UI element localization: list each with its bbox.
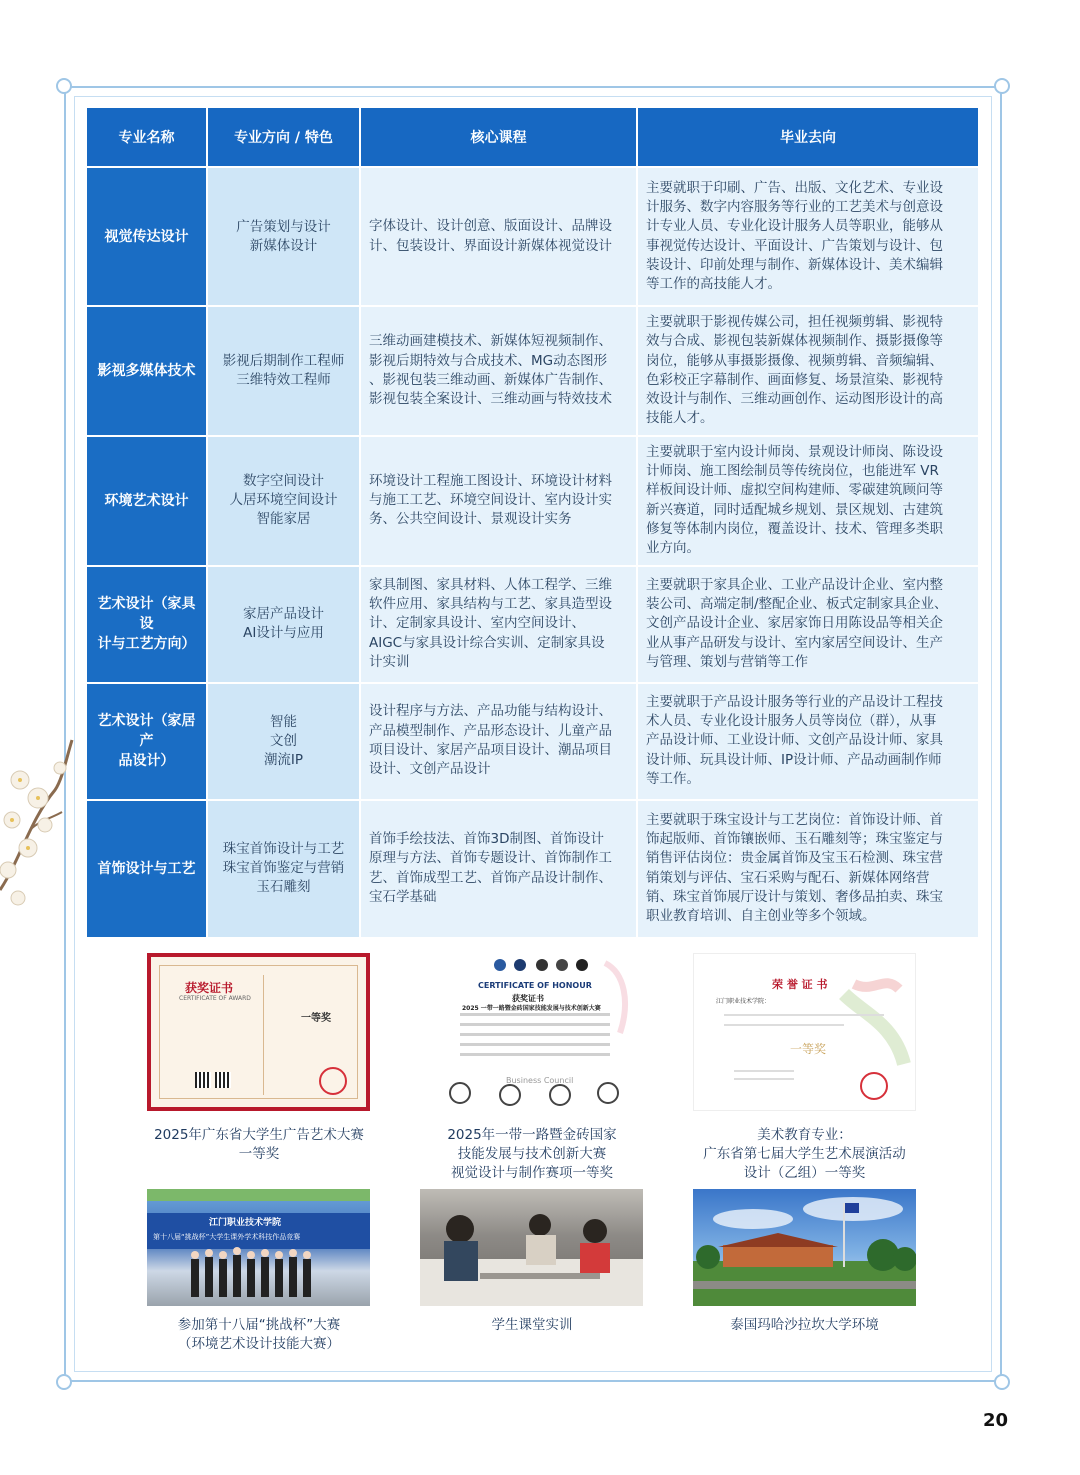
qr-code-icon <box>215 1072 231 1088</box>
table-row <box>86 306 979 436</box>
major-name-cell: 环境艺术设计 <box>86 436 207 566</box>
photo3-graphics <box>693 1189 916 1306</box>
frame-corner-ornament <box>56 1374 72 1390</box>
honour-certificate-art-exhibition <box>693 953 916 1111</box>
career-cell: 主要就职于产品设计服务等行业的产品设计工程技 术人员、专业化设计服务人员等岗位（群），从事 产品设计师、工业设计师、文创产品设计师、家具 设计师、玩具设计师、IP设计师、产品动画制作师 等工作。 <box>637 683 979 800</box>
direction-cell: 数字空间设计 人居环境空间设计 智能家居 <box>207 436 360 566</box>
table-row <box>86 167 979 306</box>
page-number: 20 <box>982 1410 1008 1431</box>
major-name-cell: 艺术设计（家具设 计与工艺方向） <box>86 566 207 683</box>
cert2-caption: 2025年一带一路暨金砖国家 技能发展与技术创新大赛 视觉设计与制作赛项一等奖 <box>447 1127 617 1181</box>
certificate-of-honour-brics <box>420 953 643 1111</box>
direction-cell: 家居产品设计 AI设计与应用 <box>207 566 360 683</box>
table-row <box>86 436 979 566</box>
cert3-caption: 美术教育专业： 广东省第七届大学生艺术展演活动 设计（乙组）一等奖 <box>703 1127 906 1181</box>
direction-cell: 影视后期制作工程师 三维特效工程师 <box>207 306 360 436</box>
career-cell: 主要就职于珠宝设计与工艺岗位：首饰设计师、首 饰起版师、首饰镶嵌师、玉石雕刻等；珠宝鉴定与 销售评估岗位：贵金属首饰及宝玉石检测、珠宝营 销策划与评估、宝石采购与配石、新媒体网络营 销、珠宝首饰展厅设计与策划、奢侈品拍卖、珠宝 职业教育培训、自主创业等多个领域。 <box>637 800 979 938</box>
cert3-prize: 一等奖 <box>790 1042 827 1056</box>
photo-thai-university-campus <box>693 1189 916 1306</box>
frame-corner-ornament <box>56 78 72 94</box>
photo3-caption: 泰国玛哈沙拉坎大学环境 <box>730 1317 879 1333</box>
core-courses-cell: 家具制图、家具材料、人体工程学、三维 软件应用、家具结构与工艺、家具造型设 计、定制家具设计、室内空间设计、 AIGC与家具设计综合实训、定制家具设 计实训 <box>360 566 637 683</box>
cert1-prize: 一等奖 <box>301 1013 331 1024</box>
cert3-title: 荣 誉 证 书 <box>772 978 828 991</box>
career-cell: 主要就职于影视传媒公司，担任视频剪辑、影视特 效与合成、影视包装新媒体视频制作、摄影摄像等 岗位，能够从事摄影摄像、视频剪辑、音频编辑、 色彩校正字幕制作、画面修复、场景渲染、影视特 效设计与制作、三维动画创作、运动图形设计的高 技能人才。 <box>637 306 979 436</box>
award-certificate-guangdong-ad <box>147 953 370 1111</box>
table-row <box>86 800 979 938</box>
direction-cell: 广告策划与设计 新媒体设计 <box>207 167 360 306</box>
blossom-branch-decoration <box>0 720 80 910</box>
core-courses-cell: 三维动画建模技术、新媒体短视频制作、 影视后期特效与合成技术、MG动态图形 、影视包装三维动画、新媒体广告制作、 影视包装全案设计、三维动画与特效技术 <box>360 306 637 436</box>
photo-challenge-cup-group <box>147 1189 370 1306</box>
cert1-subtitle: CERTIFICATE OF AWARD <box>179 995 251 1002</box>
major-name-cell: 影视多媒体技术 <box>86 306 207 436</box>
photo1-caption: 参加第十八届“挑战杯”大赛 （环境艺术设计技能大赛） <box>177 1317 341 1352</box>
core-courses-cell: 环境设计工程施工图设计、环境设计材料 与施工工艺、环境空间设计、室内设计实 务、公共空间设计、景观设计实务 <box>360 436 637 566</box>
photo1-banner-title: 江门职业技术学院 <box>209 1218 282 1228</box>
cert1-caption: 2025年广东省大学生广告艺术大赛 一等奖 <box>154 1127 364 1162</box>
header-major-name: 专业名称 <box>86 107 207 167</box>
red-seal-icon <box>860 1072 888 1100</box>
cert2-event-line: 2025 一带一路暨金砖国家技能发展与技术创新大赛 <box>462 1005 601 1012</box>
photo1-graphics <box>147 1189 370 1306</box>
header-career: 毕业去向 <box>637 107 979 167</box>
photo2-caption: 学生课堂实训 <box>491 1317 573 1333</box>
core-courses-cell: 首饰手绘技法、首饰3D制图、首饰设计 原理与方法、首饰专题设计、首饰制作工 艺、首饰成型工艺、首饰产品设计制作、 宝石学基础 <box>360 800 637 938</box>
table-row <box>86 566 979 683</box>
table-row <box>86 683 979 800</box>
photo-classroom-training <box>420 1189 643 1306</box>
cert2-graphics <box>420 953 643 1111</box>
core-courses-cell: 设计程序与方法、产品功能与结构设计、 产品模型制作、产品形态设计、儿童产品 项目设计、家居产品项目设计、潮品项目 设计、文创产品设计 <box>360 683 637 800</box>
core-courses-cell: 字体设计、设计创意、版面设计、品牌设 计、包装设计、界面设计新媒体视觉设计 <box>360 167 637 306</box>
frame-corner-ornament <box>994 1374 1010 1390</box>
table-header-row <box>86 107 979 167</box>
career-cell: 主要就职于室内设计师岗、景观设计师岗、陈设设 计师岗、施工图绘制员等传统岗位，也能进军 VR 样板间设计师、虚拟空间构建师、零碳建筑顾问等 新兴赛道，同时适配城乡规划、景区规划、古建筑 修复等体制内岗位，覆盖设计、技术、管理多类职 业方向。 <box>637 436 979 566</box>
cert2-title: CERTIFICATE OF HONOUR <box>478 981 592 990</box>
red-seal-icon <box>319 1067 347 1095</box>
cert3-recipient: 江门职业技术学院： <box>716 998 771 1005</box>
cert2-footer: Business Council <box>506 1076 574 1085</box>
major-name-cell: 首饰设计与工艺 <box>86 800 207 938</box>
major-name-cell: 艺术设计（家居产 品设计） <box>86 683 207 800</box>
cert2-subtitle: 获奖证书 <box>512 994 544 1003</box>
header-direction: 专业方向 / 特色 <box>207 107 360 167</box>
qr-code-icon <box>195 1072 211 1088</box>
career-cell: 主要就职于印刷、广告、出版、文化艺术、专业设 计服务、数字内容服务等行业的工艺美术与创意设 计专业人员、专业化设计服务人员等职业，能够从 事视觉传达设计、平面设计、广告策划与设计、包 装设计、印前处理与制作、新媒体设计、美术编辑 等工作的高技能人才。 <box>637 167 979 306</box>
photo1-banner-subtitle: 第十八届“挑战杯”大学生课外学术科技作品竞赛 <box>153 1233 301 1241</box>
major-name-cell: 视觉传达设计 <box>86 167 207 306</box>
header-core-courses: 核心课程 <box>360 107 637 167</box>
career-cell: 主要就职于家具企业、工业产品设计企业、室内整 装公司、高端定制/整配企业、板式定制家具企业、 文创产品设计企业、家居家饰日用陈设品等相关企 业从事产品研发与设计、室内家居空间设计、生产 与管理、策划与营销等工作 <box>637 566 979 683</box>
majors-table <box>85 106 980 939</box>
direction-cell: 智能 文创 潮流IP <box>207 683 360 800</box>
direction-cell: 珠宝首饰设计与工艺 珠宝首饰鉴定与营销 玉石雕刻 <box>207 800 360 938</box>
cert1-title: 获奖证书 <box>185 981 234 995</box>
photo2-graphics <box>420 1189 643 1306</box>
frame-corner-ornament <box>994 78 1010 94</box>
